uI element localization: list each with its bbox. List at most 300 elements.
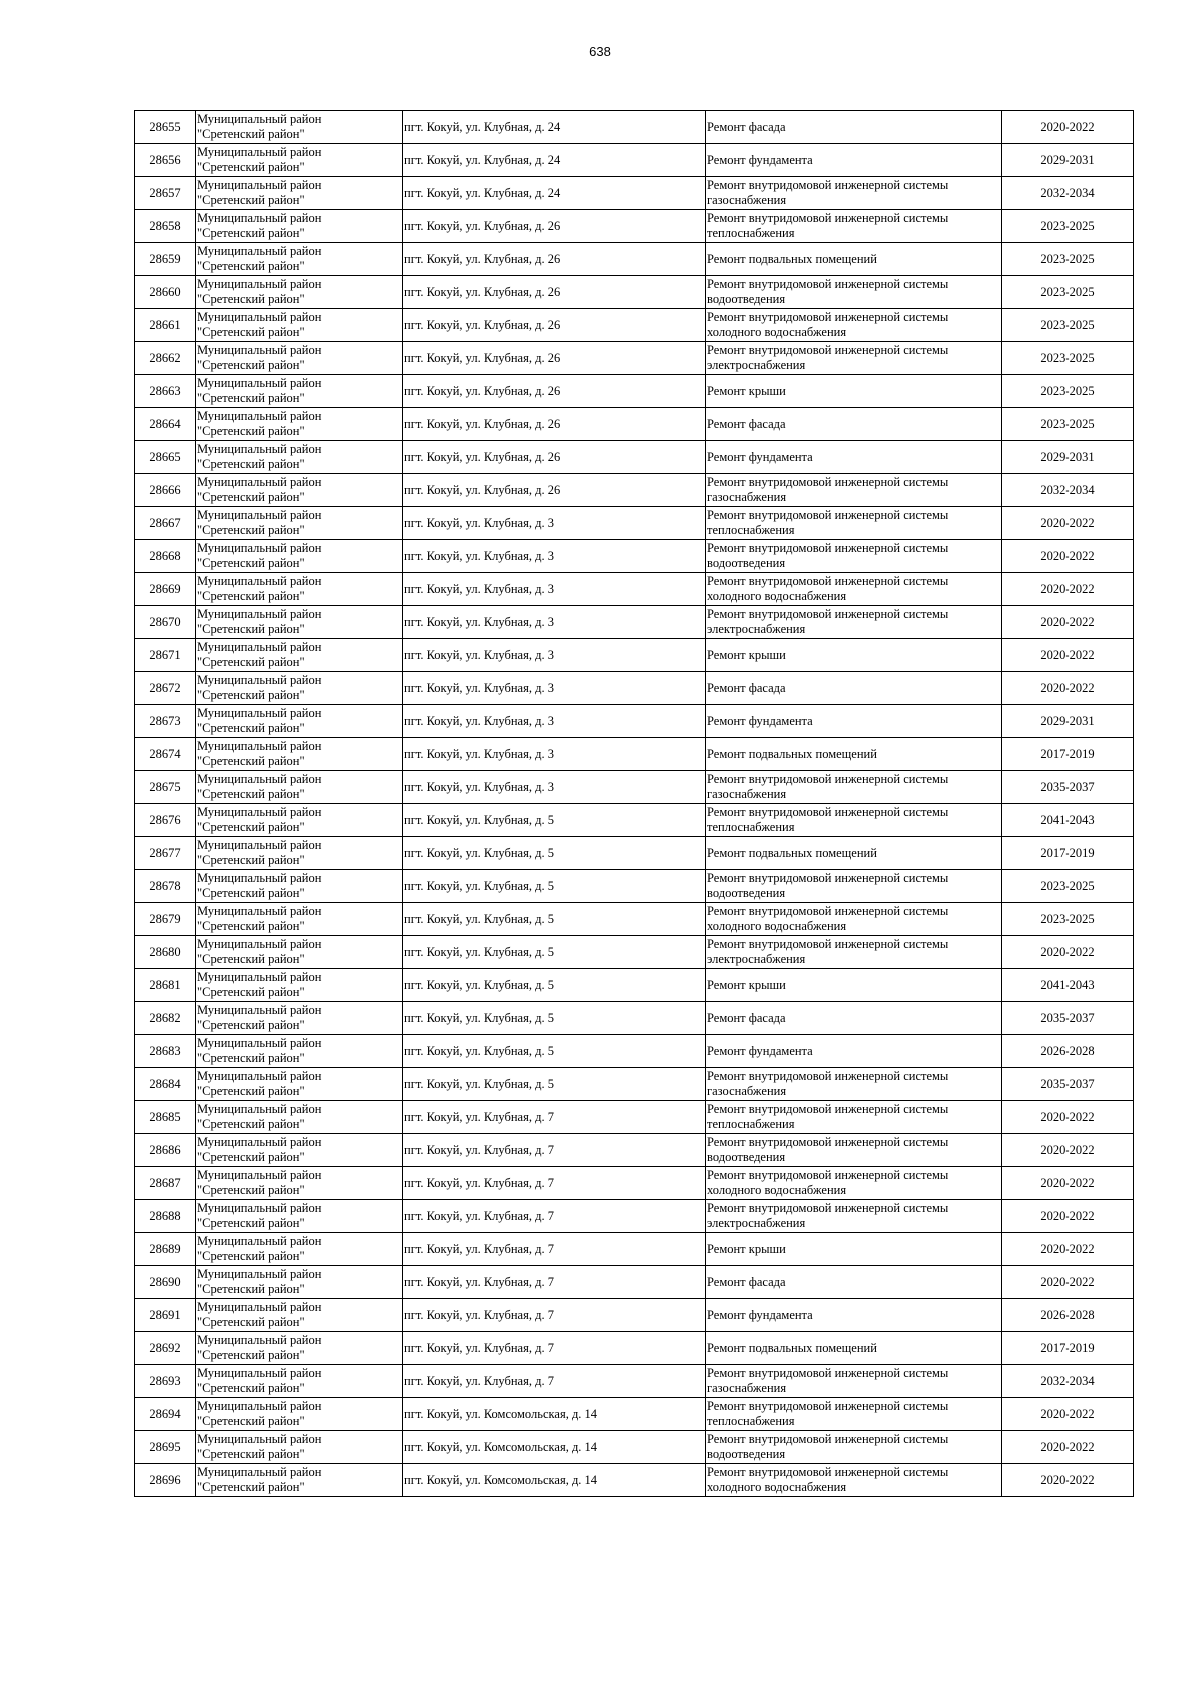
- municipality-line-1: Муниципальный район: [197, 1300, 322, 1314]
- municipality-line-1: Муниципальный район: [197, 1069, 322, 1083]
- table-row: [135, 1398, 1134, 1431]
- address-cell: пгт. Кокуй, ул. Клубная, д. 3: [403, 738, 706, 771]
- municipality-cell: [196, 804, 403, 837]
- work-type-text: Ремонт фасада: [707, 680, 786, 695]
- work-type-cell: [706, 639, 1002, 672]
- address-cell: пгт. Кокуй, ул. Клубная, д. 7: [403, 1200, 706, 1233]
- address-cell: пгт. Кокуй, ул. Клубная, д. 7: [403, 1365, 706, 1398]
- municipality-line-2: "Сретенский район": [197, 127, 305, 141]
- record-number-cell: 28682: [135, 1002, 196, 1035]
- municipality-cell: [196, 1101, 403, 1134]
- period-cell: 2029-2031: [1002, 705, 1134, 738]
- period-cell: 2020-2022: [1002, 540, 1134, 573]
- table-row: [135, 903, 1134, 936]
- period-cell: 2020-2022: [1002, 1464, 1134, 1497]
- municipality-cell: [196, 1398, 403, 1431]
- record-number-cell: 28679: [135, 903, 196, 936]
- period-cell: 2023-2025: [1002, 375, 1134, 408]
- municipality-line-2: "Сретенский район": [197, 325, 305, 339]
- work-type-text: Ремонт внутридомовой инженерной системы холодного водоснабжения: [707, 310, 949, 339]
- municipality-cell: [196, 936, 403, 969]
- municipality-cell: [196, 1464, 403, 1497]
- address-cell: пгт. Кокуй, ул. Клубная, д. 7: [403, 1332, 706, 1365]
- table-row: [135, 1101, 1134, 1134]
- municipality-line-2: "Сретенский район": [197, 1381, 305, 1395]
- table-row: [135, 1431, 1134, 1464]
- record-number-cell: 28661: [135, 309, 196, 342]
- municipality-line-1: Муниципальный район: [197, 1267, 322, 1281]
- work-type-text: Ремонт внутридомовой инженерной системы теплоснабжения: [707, 805, 949, 834]
- period-cell: 2020-2022: [1002, 1266, 1134, 1299]
- municipality-line-2: "Сретенский район": [197, 1051, 305, 1065]
- address-cell: пгт. Кокуй, ул. Клубная, д. 5: [403, 903, 706, 936]
- municipality-cell: [196, 1332, 403, 1365]
- address-cell: пгт. Кокуй, ул. Клубная, д. 26: [403, 243, 706, 276]
- record-number-cell: 28693: [135, 1365, 196, 1398]
- record-number-cell: 28663: [135, 375, 196, 408]
- municipality-line-2: "Сретенский район": [197, 259, 305, 273]
- table-row: [135, 210, 1134, 243]
- work-type-text: Ремонт внутридомовой инженерной системы теплоснабжения: [707, 1102, 949, 1131]
- address-cell: пгт. Кокуй, ул. Комсомольская, д. 14: [403, 1398, 706, 1431]
- municipality-cell: [196, 1431, 403, 1464]
- municipality-cell: [196, 738, 403, 771]
- table-row: [135, 1299, 1134, 1332]
- municipality-cell: [196, 1167, 403, 1200]
- table-row: [135, 1002, 1134, 1035]
- address-cell: пгт. Кокуй, ул. Клубная, д. 7: [403, 1167, 706, 1200]
- address-cell: пгт. Кокуй, ул. Комсомольская, д. 14: [403, 1464, 706, 1497]
- work-type-text: Ремонт внутридомовой инженерной системы газоснабжения: [707, 475, 949, 504]
- work-type-text: Ремонт внутридомовой инженерной системы газоснабжения: [707, 1366, 949, 1395]
- record-number-cell: 28666: [135, 474, 196, 507]
- table-row: [135, 540, 1134, 573]
- record-number-cell: 28655: [135, 111, 196, 144]
- municipality-line-2: "Сретенский район": [197, 457, 305, 471]
- period-cell: 2026-2028: [1002, 1035, 1134, 1068]
- address-cell: пгт. Кокуй, ул. Клубная, д. 26: [403, 342, 706, 375]
- municipality-cell: [196, 144, 403, 177]
- address-cell: пгт. Кокуй, ул. Комсомольская, д. 14: [403, 1431, 706, 1464]
- municipality-line-1: Муниципальный район: [197, 475, 322, 489]
- work-type-text: Ремонт внутридомовой инженерной системы газоснабжения: [707, 772, 949, 801]
- municipality-line-1: Муниципальный район: [197, 178, 322, 192]
- work-type-cell: [706, 441, 1002, 474]
- period-cell: 2020-2022: [1002, 936, 1134, 969]
- municipality-line-2: "Сретенский район": [197, 1447, 305, 1461]
- municipality-line-1: Муниципальный район: [197, 871, 322, 885]
- period-cell: 2035-2037: [1002, 1002, 1134, 1035]
- record-number-cell: 28684: [135, 1068, 196, 1101]
- period-cell: 2041-2043: [1002, 969, 1134, 1002]
- period-cell: 2020-2022: [1002, 1398, 1134, 1431]
- municipality-line-1: Муниципальный район: [197, 1003, 322, 1017]
- municipality-line-1: Муниципальный район: [197, 805, 322, 819]
- municipality-line-1: Муниципальный район: [197, 1036, 322, 1050]
- municipality-line-2: "Сретенский район": [197, 919, 305, 933]
- table-row: [135, 1464, 1134, 1497]
- table-row: [135, 1068, 1134, 1101]
- municipality-line-2: "Сретенский район": [197, 1414, 305, 1428]
- municipality-line-2: "Сретенский район": [197, 886, 305, 900]
- address-cell: пгт. Кокуй, ул. Клубная, д. 7: [403, 1101, 706, 1134]
- work-type-text: Ремонт внутридомовой инженерной системы водоотведения: [707, 277, 949, 306]
- address-cell: пгт. Кокуй, ул. Клубная, д. 24: [403, 111, 706, 144]
- municipality-line-2: "Сретенский район": [197, 1249, 305, 1263]
- municipality-cell: [196, 1002, 403, 1035]
- table-row: [135, 573, 1134, 606]
- work-type-cell: [706, 1068, 1002, 1101]
- address-cell: пгт. Кокуй, ул. Клубная, д. 5: [403, 936, 706, 969]
- municipality-line-1: Муниципальный район: [197, 574, 322, 588]
- table-row: [135, 1035, 1134, 1068]
- municipality-line-2: "Сретенский район": [197, 1018, 305, 1032]
- address-cell: пгт. Кокуй, ул. Клубная, д. 7: [403, 1233, 706, 1266]
- address-cell: пгт. Кокуй, ул. Клубная, д. 3: [403, 639, 706, 672]
- municipality-line-1: Муниципальный район: [197, 277, 322, 291]
- work-type-text: Ремонт крыши: [707, 1241, 786, 1256]
- record-number-cell: 28685: [135, 1101, 196, 1134]
- municipality-line-2: "Сретенский район": [197, 391, 305, 405]
- municipality-line-1: Муниципальный район: [197, 970, 322, 984]
- record-number-cell: 28659: [135, 243, 196, 276]
- municipality-line-1: Муниципальный район: [197, 1465, 322, 1479]
- work-type-cell: [706, 342, 1002, 375]
- table-row: [135, 441, 1134, 474]
- record-number-cell: 28683: [135, 1035, 196, 1068]
- work-type-text: Ремонт внутридомовой инженерной системы холодного водоснабжения: [707, 574, 949, 603]
- municipality-line-1: Муниципальный район: [197, 211, 322, 225]
- municipality-line-2: "Сретенский район": [197, 556, 305, 570]
- work-type-cell: [706, 144, 1002, 177]
- work-type-cell: [706, 903, 1002, 936]
- work-type-cell: [706, 177, 1002, 210]
- table-row: [135, 672, 1134, 705]
- municipality-cell: [196, 507, 403, 540]
- work-type-text: Ремонт внутридомовой инженерной системы теплоснабжения: [707, 1399, 949, 1428]
- work-type-cell: [706, 1464, 1002, 1497]
- period-cell: 2020-2022: [1002, 111, 1134, 144]
- table-row: [135, 1266, 1134, 1299]
- period-cell: 2023-2025: [1002, 870, 1134, 903]
- municipality-cell: [196, 375, 403, 408]
- work-type-cell: [706, 936, 1002, 969]
- work-type-cell: [706, 309, 1002, 342]
- municipality-cell: [196, 1200, 403, 1233]
- period-cell: 2017-2019: [1002, 1332, 1134, 1365]
- work-type-cell: [706, 1365, 1002, 1398]
- municipality-line-2: "Сретенский район": [197, 1315, 305, 1329]
- record-number-cell: 28660: [135, 276, 196, 309]
- municipality-cell: [196, 309, 403, 342]
- work-type-cell: [706, 1002, 1002, 1035]
- work-type-cell: [706, 507, 1002, 540]
- municipality-line-2: "Сретенский район": [197, 820, 305, 834]
- municipality-line-1: Муниципальный район: [197, 1432, 322, 1446]
- period-cell: 2017-2019: [1002, 738, 1134, 771]
- record-number-cell: 28656: [135, 144, 196, 177]
- address-cell: пгт. Кокуй, ул. Клубная, д. 26: [403, 474, 706, 507]
- table-row: [135, 969, 1134, 1002]
- work-type-text: Ремонт подвальных помещений: [707, 746, 877, 761]
- municipality-line-2: "Сретенский район": [197, 226, 305, 240]
- work-type-text: Ремонт внутридомовой инженерной системы теплоснабжения: [707, 211, 949, 240]
- period-cell: 2032-2034: [1002, 1365, 1134, 1398]
- work-type-text: Ремонт внутридомовой инженерной системы холодного водоснабжения: [707, 1168, 949, 1197]
- work-type-cell: [706, 1266, 1002, 1299]
- table-row: [135, 738, 1134, 771]
- municipality-line-1: Муниципальный район: [197, 145, 322, 159]
- table-row: [135, 243, 1134, 276]
- municipality-cell: [196, 639, 403, 672]
- work-type-text: Ремонт крыши: [707, 647, 786, 662]
- municipality-cell: [196, 1134, 403, 1167]
- work-type-cell: [706, 606, 1002, 639]
- municipality-line-2: "Сретенский район": [197, 424, 305, 438]
- municipality-line-2: "Сретенский район": [197, 1183, 305, 1197]
- municipality-line-1: Муниципальный район: [197, 1333, 322, 1347]
- municipality-line-1: Муниципальный район: [197, 1399, 322, 1413]
- table-row: [135, 309, 1134, 342]
- table-row: [135, 1332, 1134, 1365]
- period-cell: 2026-2028: [1002, 1299, 1134, 1332]
- municipality-line-1: Муниципальный район: [197, 442, 322, 456]
- municipality-cell: [196, 705, 403, 738]
- work-type-cell: [706, 1101, 1002, 1134]
- municipality-cell: [196, 1299, 403, 1332]
- work-type-cell: [706, 1233, 1002, 1266]
- period-cell: 2020-2022: [1002, 1134, 1134, 1167]
- work-type-text: Ремонт подвальных помещений: [707, 251, 877, 266]
- municipality-line-2: "Сретенский район": [197, 1216, 305, 1230]
- period-cell: 2023-2025: [1002, 210, 1134, 243]
- table-row: [135, 1233, 1134, 1266]
- work-type-cell: [706, 1398, 1002, 1431]
- work-type-cell: [706, 837, 1002, 870]
- period-cell: 2017-2019: [1002, 837, 1134, 870]
- table-row: [135, 375, 1134, 408]
- address-cell: пгт. Кокуй, ул. Клубная, д. 26: [403, 441, 706, 474]
- work-type-text: Ремонт внутридомовой инженерной системы водоотведения: [707, 1432, 949, 1461]
- record-number-cell: 28672: [135, 672, 196, 705]
- table-row: [135, 177, 1134, 210]
- table-row: [135, 1167, 1134, 1200]
- municipality-cell: [196, 1266, 403, 1299]
- address-cell: пгт. Кокуй, ул. Клубная, д. 5: [403, 804, 706, 837]
- address-cell: пгт. Кокуй, ул. Клубная, д. 5: [403, 969, 706, 1002]
- municipality-line-2: "Сретенский район": [197, 655, 305, 669]
- record-number-cell: 28668: [135, 540, 196, 573]
- address-cell: пгт. Кокуй, ул. Клубная, д. 5: [403, 1002, 706, 1035]
- work-type-cell: [706, 738, 1002, 771]
- address-cell: пгт. Кокуй, ул. Клубная, д. 7: [403, 1299, 706, 1332]
- work-type-cell: [706, 705, 1002, 738]
- period-cell: 2020-2022: [1002, 606, 1134, 639]
- period-cell: 2035-2037: [1002, 1068, 1134, 1101]
- work-type-text: Ремонт внутридомовой инженерной системы газоснабжения: [707, 178, 949, 207]
- work-type-cell: [706, 1200, 1002, 1233]
- address-cell: пгт. Кокуй, ул. Клубная, д. 26: [403, 309, 706, 342]
- municipality-cell: [196, 771, 403, 804]
- period-cell: 2023-2025: [1002, 243, 1134, 276]
- record-number-cell: 28690: [135, 1266, 196, 1299]
- work-type-cell: [706, 1134, 1002, 1167]
- municipality-line-1: Муниципальный район: [197, 310, 322, 324]
- period-cell: 2032-2034: [1002, 474, 1134, 507]
- municipality-cell: [196, 903, 403, 936]
- municipality-line-2: "Сретенский район": [197, 292, 305, 306]
- municipality-cell: [196, 1068, 403, 1101]
- work-type-text: Ремонт фасада: [707, 1274, 786, 1289]
- work-type-text: Ремонт фундамента: [707, 1043, 813, 1058]
- address-cell: пгт. Кокуй, ул. Клубная, д. 26: [403, 408, 706, 441]
- municipality-line-2: "Сретенский район": [197, 1117, 305, 1131]
- municipality-line-2: "Сретенский район": [197, 688, 305, 702]
- municipality-cell: [196, 573, 403, 606]
- municipality-line-2: "Сретенский район": [197, 754, 305, 768]
- table-body: [135, 111, 1134, 1497]
- municipality-line-1: Муниципальный район: [197, 1366, 322, 1380]
- municipality-line-2: "Сретенский район": [197, 1480, 305, 1494]
- table-row: [135, 474, 1134, 507]
- municipality-line-2: "Сретенский район": [197, 589, 305, 603]
- municipality-line-2: "Сретенский район": [197, 952, 305, 966]
- period-cell: 2020-2022: [1002, 639, 1134, 672]
- municipality-cell: [196, 441, 403, 474]
- work-type-cell: [706, 573, 1002, 606]
- work-type-text: Ремонт внутридомовой инженерной системы теплоснабжения: [707, 508, 949, 537]
- work-type-cell: [706, 276, 1002, 309]
- period-cell: 2023-2025: [1002, 276, 1134, 309]
- municipality-line-2: "Сретенский район": [197, 193, 305, 207]
- record-number-cell: 28677: [135, 837, 196, 870]
- work-type-cell: [706, 1299, 1002, 1332]
- record-number-cell: 28658: [135, 210, 196, 243]
- work-type-cell: [706, 672, 1002, 705]
- table-row: [135, 111, 1134, 144]
- address-cell: пгт. Кокуй, ул. Клубная, д. 5: [403, 1035, 706, 1068]
- work-type-cell: [706, 1431, 1002, 1464]
- municipality-cell: [196, 1365, 403, 1398]
- works-table: [134, 110, 1134, 1497]
- address-cell: пгт. Кокуй, ул. Клубная, д. 26: [403, 210, 706, 243]
- work-type-text: Ремонт крыши: [707, 383, 786, 398]
- address-cell: пгт. Кокуй, ул. Клубная, д. 5: [403, 870, 706, 903]
- table-row: [135, 408, 1134, 441]
- table-row: [135, 507, 1134, 540]
- table-row: [135, 276, 1134, 309]
- work-type-text: Ремонт фасада: [707, 1010, 786, 1025]
- address-cell: пгт. Кокуй, ул. Клубная, д. 3: [403, 540, 706, 573]
- record-number-cell: 28670: [135, 606, 196, 639]
- record-number-cell: 28665: [135, 441, 196, 474]
- work-type-cell: [706, 1332, 1002, 1365]
- period-cell: 2020-2022: [1002, 1431, 1134, 1464]
- table-row: [135, 870, 1134, 903]
- municipality-line-2: "Сретенский район": [197, 523, 305, 537]
- municipality-cell: [196, 177, 403, 210]
- address-cell: пгт. Кокуй, ул. Клубная, д. 7: [403, 1134, 706, 1167]
- municipality-line-1: Муниципальный район: [197, 1234, 322, 1248]
- municipality-line-1: Муниципальный район: [197, 1102, 322, 1116]
- municipality-line-2: "Сретенский район": [197, 787, 305, 801]
- municipality-cell: [196, 606, 403, 639]
- table-row: [135, 144, 1134, 177]
- record-number-cell: 28667: [135, 507, 196, 540]
- address-cell: пгт. Кокуй, ул. Клубная, д. 3: [403, 507, 706, 540]
- table-row: [135, 771, 1134, 804]
- period-cell: 2029-2031: [1002, 441, 1134, 474]
- period-cell: 2020-2022: [1002, 1167, 1134, 1200]
- municipality-line-1: Муниципальный район: [197, 376, 322, 390]
- work-type-text: Ремонт внутридомовой инженерной системы электроснабжения: [707, 937, 949, 966]
- period-cell: 2020-2022: [1002, 507, 1134, 540]
- work-type-cell: [706, 870, 1002, 903]
- record-number-cell: 28688: [135, 1200, 196, 1233]
- municipality-line-1: Муниципальный район: [197, 409, 322, 423]
- work-type-cell: [706, 474, 1002, 507]
- period-cell: 2020-2022: [1002, 573, 1134, 606]
- work-type-text: Ремонт внутридомовой инженерной системы водоотведения: [707, 871, 949, 900]
- municipality-line-1: Муниципальный район: [197, 1168, 322, 1182]
- period-cell: 2041-2043: [1002, 804, 1134, 837]
- period-cell: 2032-2034: [1002, 177, 1134, 210]
- municipality-line-2: "Сретенский район": [197, 985, 305, 999]
- record-number-cell: 28664: [135, 408, 196, 441]
- record-number-cell: 28669: [135, 573, 196, 606]
- municipality-cell: [196, 1035, 403, 1068]
- address-cell: пгт. Кокуй, ул. Клубная, д. 24: [403, 144, 706, 177]
- work-type-text: Ремонт фасада: [707, 119, 786, 134]
- municipality-line-2: "Сретенский район": [197, 721, 305, 735]
- municipality-line-2: "Сретенский район": [197, 622, 305, 636]
- work-type-cell: [706, 243, 1002, 276]
- record-number-cell: 28673: [135, 705, 196, 738]
- work-type-cell: [706, 210, 1002, 243]
- period-cell: 2023-2025: [1002, 342, 1134, 375]
- municipality-line-1: Муниципальный район: [197, 508, 322, 522]
- municipality-line-1: Муниципальный район: [197, 739, 322, 753]
- municipality-line-2: "Сретенский район": [197, 1084, 305, 1098]
- municipality-cell: [196, 969, 403, 1002]
- work-type-cell: [706, 111, 1002, 144]
- address-cell: пгт. Кокуй, ул. Клубная, д. 7: [403, 1266, 706, 1299]
- municipality-line-2: "Сретенский район": [197, 358, 305, 372]
- municipality-line-1: Муниципальный район: [197, 112, 322, 126]
- work-type-cell: [706, 540, 1002, 573]
- record-number-cell: 28674: [135, 738, 196, 771]
- period-cell: 2023-2025: [1002, 408, 1134, 441]
- municipality-cell: [196, 870, 403, 903]
- period-cell: 2023-2025: [1002, 309, 1134, 342]
- municipality-line-1: Муниципальный район: [197, 772, 322, 786]
- municipality-cell: [196, 474, 403, 507]
- record-number-cell: 28675: [135, 771, 196, 804]
- work-type-text: Ремонт внутридомовой инженерной системы электроснабжения: [707, 1201, 949, 1230]
- record-number-cell: 28696: [135, 1464, 196, 1497]
- table-row: [135, 342, 1134, 375]
- record-number-cell: 28686: [135, 1134, 196, 1167]
- page-number: 638: [589, 44, 611, 59]
- table-row: [135, 606, 1134, 639]
- work-type-text: Ремонт внутридомовой инженерной системы электроснабжения: [707, 607, 949, 636]
- address-cell: пгт. Кокуй, ул. Клубная, д. 3: [403, 672, 706, 705]
- period-cell: 2020-2022: [1002, 1233, 1134, 1266]
- record-number-cell: 28681: [135, 969, 196, 1002]
- municipality-line-1: Муниципальный район: [197, 607, 322, 621]
- municipality-line-1: Муниципальный район: [197, 244, 322, 258]
- address-cell: пгт. Кокуй, ул. Клубная, д. 5: [403, 1068, 706, 1101]
